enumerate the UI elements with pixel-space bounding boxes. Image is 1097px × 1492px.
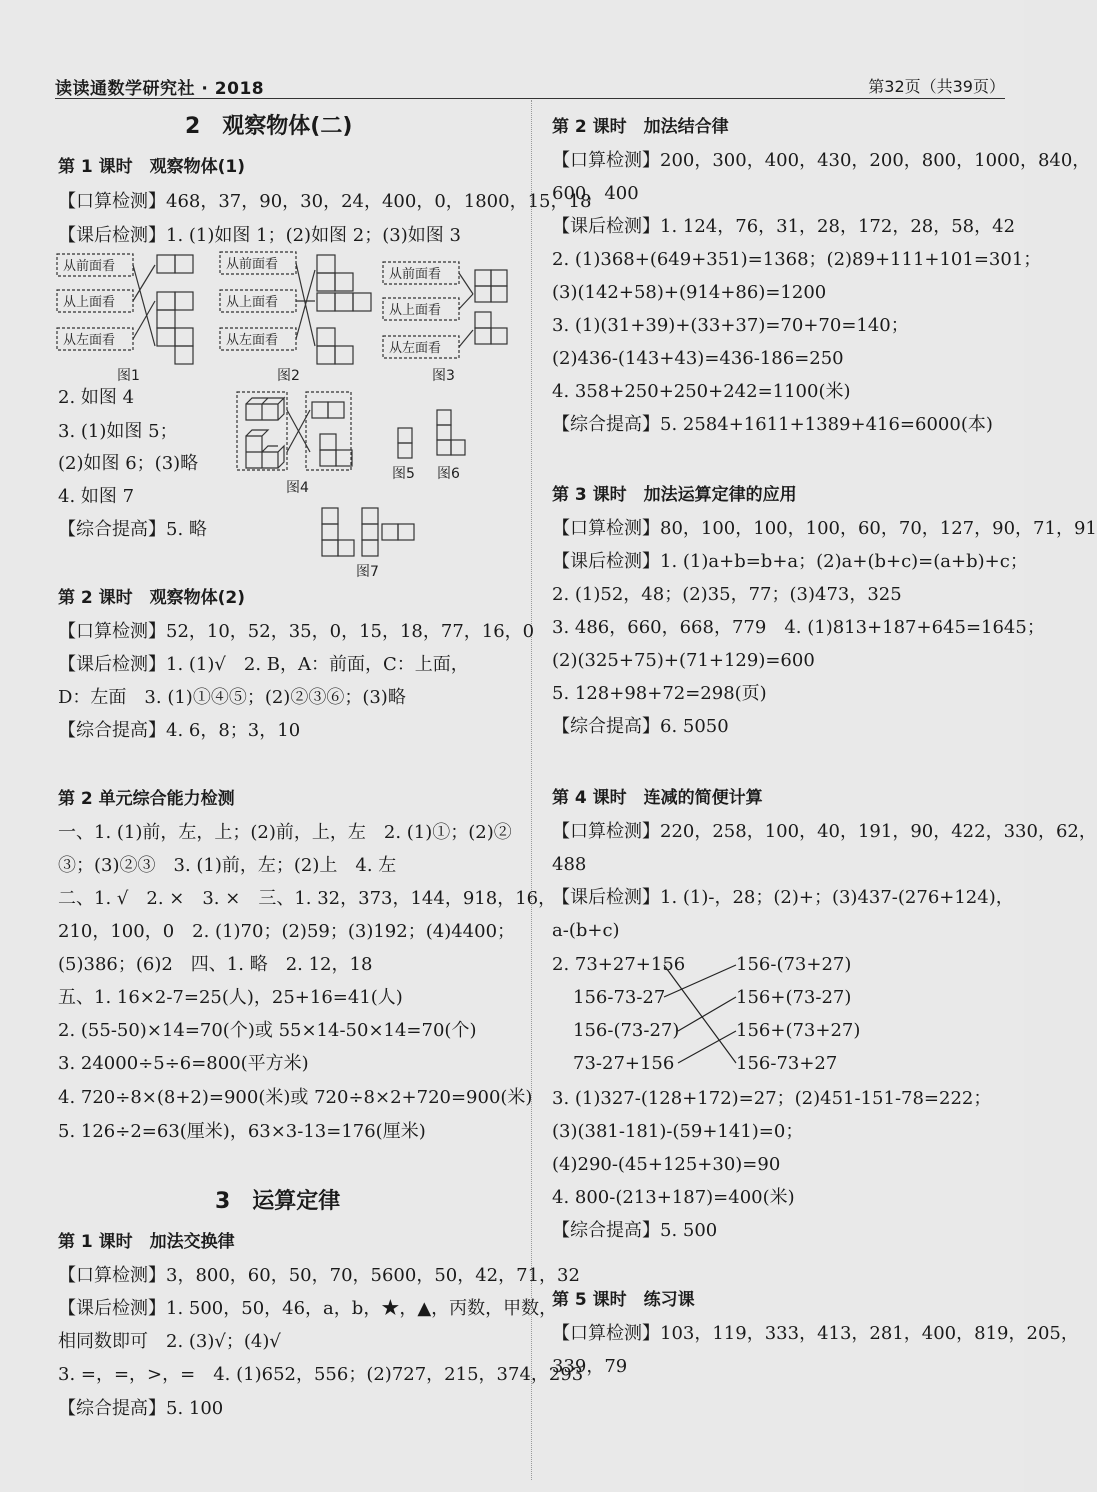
page-number: 第32页（共39页） — [868, 77, 1005, 96]
fig-label-left: 从左面看 — [63, 333, 116, 348]
u2-test-line: ③；(3)②③ 3. (1)前，左；(2)上 4. 左 — [58, 855, 397, 876]
u2-test-line: 3. 24000÷5÷6=800(平方米) — [58, 1053, 309, 1074]
unit2-title: 2 观察物体(二) — [185, 114, 353, 139]
u3-lesson1-line: 【课后检测】1. 500，50，46，a，b，★，▲，丙数，甲数， — [58, 1298, 558, 1319]
match-right-item: 156-73+27 — [736, 1053, 838, 1074]
u3-lesson4-line: a-(b+c) — [552, 920, 620, 941]
fig-label-front: 从前面看 — [226, 257, 279, 272]
u2-lesson1-line: (2)如图 6；(3)略 — [58, 453, 199, 474]
u3-lesson1-line: 相同数即可 2. (3)√；(4)√ — [58, 1331, 281, 1352]
u2-lesson2-line: 【课后检测】1. (1)√ 2. B，A：前面，C：上面， — [58, 654, 469, 675]
fig4-caption: 图4 — [286, 480, 309, 496]
u3-lesson2-line: 3. (1)(31+39)+(33+37)=70+70=140； — [552, 315, 909, 336]
publisher-name: 读读通数学研究社 · 2018 — [55, 79, 265, 99]
match-left-item: 156-73-27 — [573, 987, 666, 1008]
u3-lesson2-line: 2. (1)368+(649+351)=1368；(2)89+111+101=301； — [552, 249, 1042, 270]
match-left-item: 156-(73-27) — [573, 1020, 680, 1041]
fig-label-left: 从左面看 — [389, 341, 442, 356]
matching-lines — [660, 955, 740, 1075]
u3-lesson5-line: 【口算检测】103，119，333，413，281，400，819，205， — [552, 1323, 1079, 1344]
u3-lesson3-line: (2)(325+75)+(71+129)=600 — [552, 650, 815, 671]
u3-lesson4-line: (4)290-(45+125+30)=90 — [552, 1154, 781, 1175]
u3-lesson3-line: 【综合提高】6. 5050 — [552, 716, 729, 737]
fig5-caption: 图5 — [392, 466, 415, 482]
u2-lesson1-line: 【课后检测】1. (1)如图 1；(2)如图 2；(3)如图 3 — [58, 225, 461, 246]
match-right-item: 156+(73-27) — [736, 987, 852, 1008]
u3-lesson2-title: 第 2 课时 加法结合律 — [552, 117, 729, 137]
u2-test-line: 五、1. 16×2-7=25(人)，25+16=41(人) — [58, 987, 403, 1008]
u3-lesson3-title: 第 3 课时 加法运算定律的应用 — [552, 485, 797, 505]
fig6-caption: 图6 — [437, 466, 460, 482]
fig-label-left: 从左面看 — [226, 333, 279, 348]
fig-label-top: 从上面看 — [63, 295, 116, 310]
u2-lesson1-line: 4. 如图 7 — [58, 486, 135, 507]
u3-lesson1-line: 3. =，=，>，= 4. (1)652，556；(2)727，215，374，293 — [58, 1364, 584, 1385]
match-right-item: 156-(73+27) — [736, 954, 852, 975]
page-header — [55, 74, 1005, 99]
u3-lesson4-title: 第 4 课时 连减的简便计算 — [552, 788, 763, 808]
fig-label-top: 从上面看 — [226, 295, 279, 310]
u3-lesson4-line: (3)(381-181)-(59+141)=0； — [552, 1121, 804, 1142]
u2-lesson2-line: 【综合提高】4. 6，8；3，10 — [58, 720, 301, 741]
u2-test-line: (5)386；(6)2 四、1. 略 2. 12，18 — [58, 954, 373, 975]
u2-lesson1-line: 3. (1)如图 5； — [58, 421, 178, 442]
u3-lesson5-title: 第 5 课时 练习课 — [552, 1290, 695, 1310]
u2-test-line: 4. 720÷8×(8+2)=900(米)或 720÷8×2+720=900(米) — [58, 1087, 533, 1108]
u3-lesson1-line: 【综合提高】5. 100 — [58, 1398, 224, 1419]
u3-lesson5-line: 339，79 — [552, 1356, 628, 1377]
unit3-title: 3 运算定律 — [215, 1189, 341, 1214]
u3-lesson4-line: 【口算检测】220，258，100，40，191，90，422，330，62， — [552, 821, 1097, 842]
fig-label-front: 从前面看 — [63, 259, 116, 274]
u3-lesson2-line: 【综合提高】5. 2584+1611+1389+416=6000(本) — [552, 414, 993, 435]
match-left-item: 73-27+156 — [573, 1053, 675, 1074]
u2-test-line: 一、1. (1)前，左，上；(2)前，上，左 2. (1)①；(2)② — [58, 822, 512, 843]
u3-lesson3-line: 【课后检测】1. (1)a+b=b+a；(2)a+(b+c)=(a+b)+c； — [552, 551, 1028, 572]
u2-lesson1-line: 【口算检测】468，37，90，30，24，400，0，1800，15，18 — [58, 191, 592, 212]
u2-test-line: 5. 126÷2=63(厘米)，63×3-13=176(厘米) — [58, 1121, 426, 1142]
u3-lesson1-title: 第 1 课时 加法交换律 — [58, 1232, 235, 1252]
u3-lesson3-line: 3. 486，660，668，779 4. (1)813+187+645=1645； — [552, 617, 1045, 638]
fig-label-top: 从上面看 — [389, 303, 442, 318]
u2-test-title: 第 2 单元综合能力检测 — [58, 789, 235, 809]
u3-lesson3-line: 【口算检测】80，100，100，100，60，70，127，90，71，91 — [552, 518, 1097, 539]
u3-lesson3-line: 2. (1)52，48；(2)35，77；(3)473，325 — [552, 584, 902, 605]
fig7-caption: 图7 — [356, 564, 379, 580]
u2-test-line: 2. (55-50)×14=70(个)或 55×14-50×14=70(个) — [58, 1020, 477, 1041]
figures-1-2-3 — [55, 250, 520, 385]
u2-lesson2-line: 【口算检测】52，10，52，35，0，15，18，77，16，0 — [58, 621, 535, 642]
u2-lesson2-line: D：左面 3. (1)①④⑤；(2)②③⑥；(3)略 — [58, 687, 406, 708]
u3-lesson4-line: 【综合提高】5. 500 — [552, 1220, 718, 1241]
u2-lesson1-line: 2. 如图 4 — [58, 387, 135, 408]
fig-label-front: 从前面看 — [389, 267, 442, 282]
u3-lesson2-line: (3)(142+58)+(914+86)=1200 — [552, 282, 827, 303]
u3-lesson3-line: 5. 128+98+72=298(页) — [552, 683, 767, 704]
u2-lesson1-title: 第 1 课时 观察物体(1) — [58, 157, 246, 177]
u2-lesson2-title: 第 2 课时 观察物体(2) — [58, 588, 246, 608]
u2-test-line: 210，100，0 2. (1)70；(2)59；(3)192；(4)4400； — [58, 921, 516, 942]
u3-lesson4-line: 4. 800-(213+187)=400(米) — [552, 1187, 795, 1208]
fig2-caption: 图2 — [277, 368, 300, 384]
u3-lesson2-line: 600，400 — [552, 183, 639, 204]
u3-lesson4-line: 【课后检测】1. (1)-，28；(2)+；(3)437-(276+124)， — [552, 887, 1014, 908]
match-right-item: 156+(73+27) — [736, 1020, 861, 1041]
u2-lesson1-line: 【综合提高】5. 略 — [58, 519, 207, 540]
u3-lesson2-line: (2)436-(143+43)=436-186=250 — [552, 348, 844, 369]
figures-4-7 — [234, 390, 484, 585]
match-left-item: 2. 73+27+156 — [552, 954, 686, 975]
u3-lesson2-line: 4. 358+250+250+242=1100(米) — [552, 381, 851, 402]
u2-test-line: 二、1. √ 2. × 3. × 三、1. 32，373，144，918，16， — [58, 888, 557, 909]
fig3-caption: 图3 — [432, 368, 455, 384]
u3-lesson1-line: 【口算检测】3，800，60，50，70，5600，50，42，71，32 — [58, 1265, 580, 1286]
fig1-caption: 图1 — [117, 368, 140, 384]
u3-lesson2-line: 【口算检测】200，300，400，430，200，800，1000，840， — [552, 150, 1091, 171]
u3-lesson2-line: 【课后检测】1. 124，76，31，28，172，28，58，42 — [552, 216, 1016, 237]
u3-lesson4-line: 3. (1)327-(128+172)=27；(2)451-151-78=222； — [552, 1088, 992, 1109]
u3-lesson4-line: 488 — [552, 854, 587, 875]
